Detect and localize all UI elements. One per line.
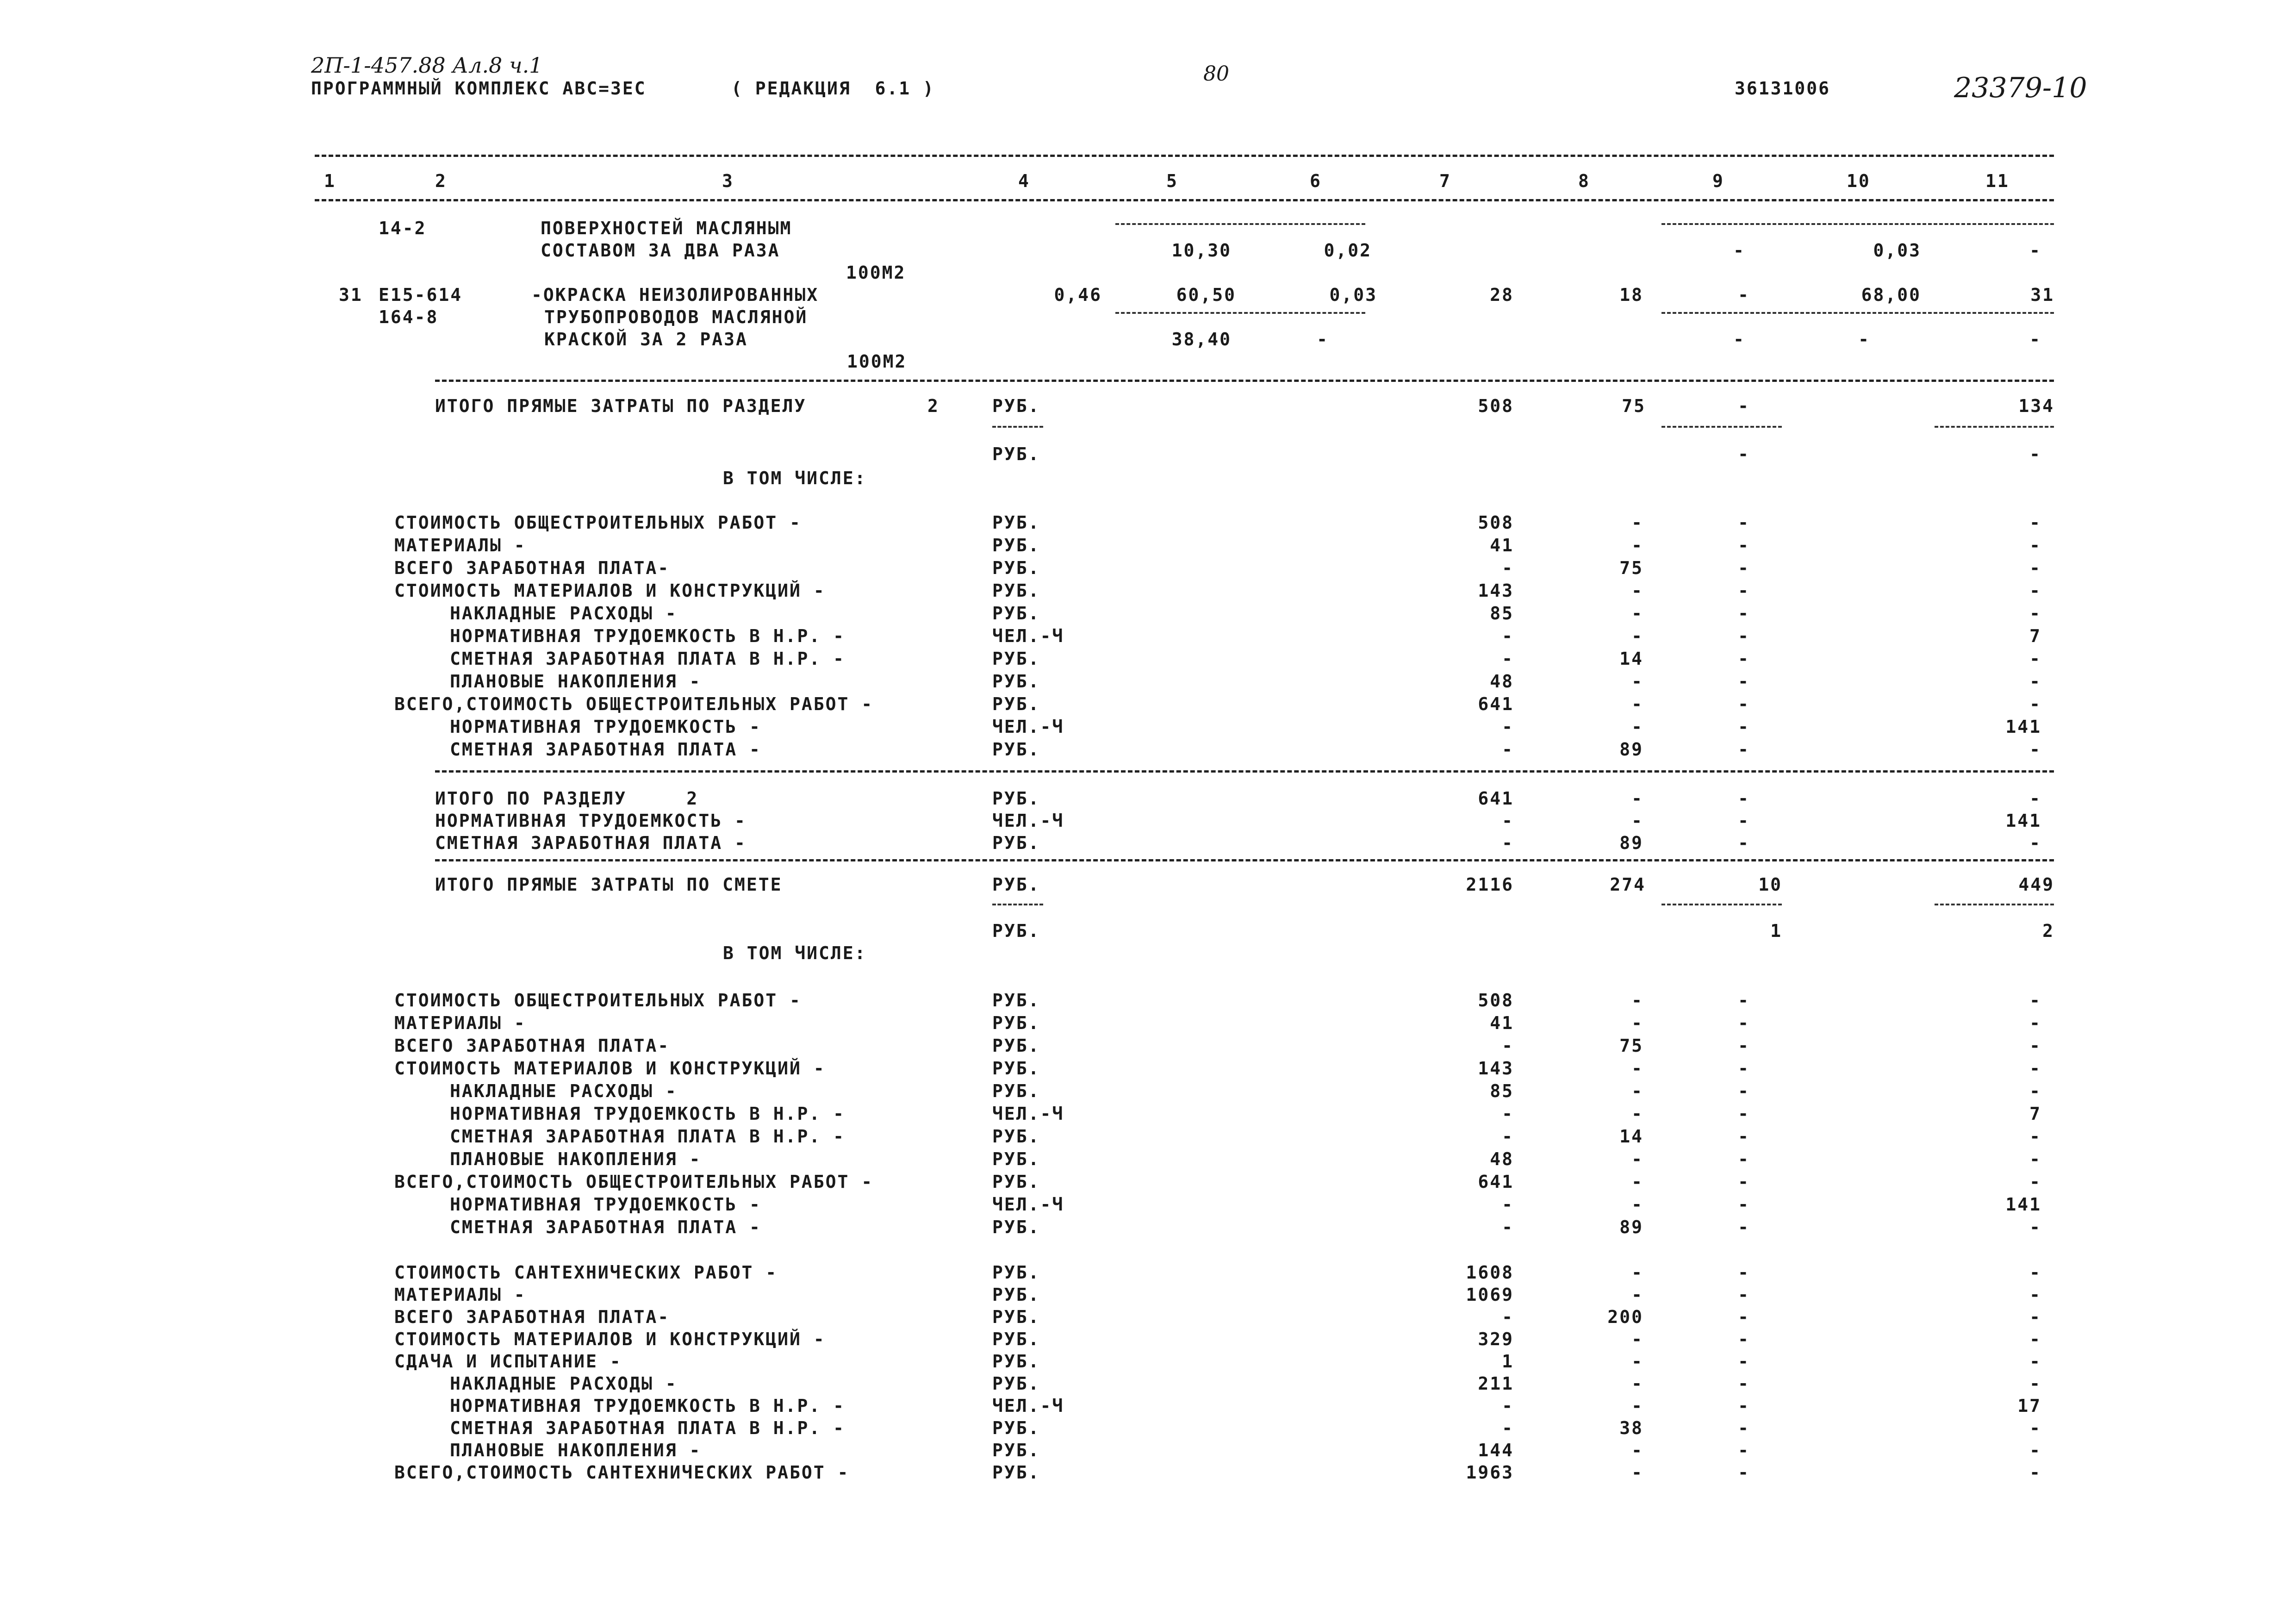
cell-c9: - (1738, 512, 1750, 533)
cell-c11: - (2029, 1329, 2041, 1349)
column-header-8: 8 (1578, 171, 1590, 191)
column-header-9: 9 (1712, 171, 1724, 191)
unit-cell: ЧЕЛ.-Ч (992, 1194, 1064, 1215)
cell-c7: - (1502, 833, 1514, 853)
cell-c8: - (1631, 535, 1643, 555)
cell-c11: - (2029, 329, 2041, 349)
cell-c7: 641 (1478, 788, 1514, 809)
subrule (1935, 426, 2054, 428)
row-label: ВСЕГО,СТОИМОСТЬ ОБЩЕСТРОИТЕЛЬНЫХ РАБОТ - (394, 1172, 874, 1192)
row-label: ВСЕГО,СТОИМОСТЬ САНТЕХНИЧЕСКИХ РАБОТ - (394, 1462, 850, 1483)
cell-c11: 17 (2017, 1396, 2041, 1416)
row-label: НОРМАТИВНАЯ ТРУДОЕМКОСТЬ - (450, 717, 761, 737)
column-header-2: 2 (435, 171, 447, 191)
cell-c11: 7 (2029, 1104, 2041, 1124)
unit-cell: РУБ. (992, 1418, 1040, 1438)
cell-c5: 10,30 (1171, 240, 1232, 261)
item-name-line: -ОКРАСКА НЕИЗОЛИРОВАННЫХ (531, 285, 819, 305)
cell-c9: - (1738, 1058, 1750, 1079)
cell-c7: - (1502, 1194, 1514, 1215)
subrule (992, 426, 1043, 428)
cell-c8: 75 (1619, 1036, 1643, 1056)
item-name-line: ПОВЕРХНОСТЕЙ МАСЛЯНЫМ (541, 218, 792, 238)
page-number: 80 (1203, 62, 1229, 86)
cell-c8: - (1631, 1462, 1643, 1483)
row-label: СТОИМОСТЬ ОБЩЕСТРОИТЕЛЬНЫХ РАБОТ - (394, 990, 802, 1011)
row-label: ВСЕГО ЗАРАБОТНАЯ ПЛАТА- (394, 1036, 670, 1056)
cell-c9: - (1738, 1194, 1750, 1215)
cell-c8: 89 (1619, 739, 1643, 760)
cell-c11: - (2029, 1126, 2041, 1147)
unit-cell: РУБ. (992, 874, 1040, 895)
row-label: СТОИМОСТЬ САНТЕХНИЧЕСКИХ РАБОТ - (394, 1262, 778, 1283)
cell-c9: - (1738, 649, 1750, 669)
unit-cell: РУБ. (992, 580, 1040, 601)
subrule (1115, 312, 1365, 314)
subrule (1935, 904, 2054, 905)
cell-c11: - (2029, 671, 2041, 692)
cell-c11: - (2029, 1262, 2041, 1283)
unit-cell: РУБ. (992, 1307, 1040, 1327)
row-label: СТОИМОСТЬ ОБЩЕСТРОИТЕЛЬНЫХ РАБОТ - (394, 512, 802, 533)
cell-c11: - (2029, 1058, 2041, 1079)
unit-cell: РУБ. (992, 535, 1040, 555)
cell-c8: 38 (1619, 1418, 1643, 1438)
cell-c9: - (1738, 1126, 1750, 1147)
row-label: ПЛАНОВЫЕ НАКОПЛЕНИЯ - (450, 1440, 702, 1460)
cell-c7: - (1502, 1217, 1514, 1237)
cell-c7: 143 (1478, 580, 1514, 601)
cell-c7: 85 (1490, 1081, 1514, 1101)
cell-c8: 89 (1619, 1217, 1643, 1237)
row-label: НАКЛАДНЫЕ РАСХОДЫ - (450, 603, 678, 624)
cell-c11: - (2029, 1462, 2041, 1483)
cell-c11: - (2029, 649, 2041, 669)
cell-c8: - (1631, 1329, 1643, 1349)
cell-c9: - (1738, 1104, 1750, 1124)
cell-c9: - (1738, 671, 1750, 692)
row-label: НОРМАТИВНАЯ ТРУДОЕМКОСТЬ - (450, 1194, 761, 1215)
cell-c9: - (1738, 811, 1750, 831)
subrule (1661, 426, 1782, 428)
cell-c8: - (1631, 1396, 1643, 1416)
row-label: СТОИМОСТЬ МАТЕРИАЛОВ И КОНСТРУКЦИЙ - (394, 580, 826, 601)
cell-c11: - (2029, 603, 2041, 624)
cell-c7: - (1502, 739, 1514, 760)
section-rule (435, 859, 2054, 861)
cell-c8: 14 (1619, 1126, 1643, 1147)
cell-c7: - (1502, 649, 1514, 669)
unit-cell: ЧЕЛ.-Ч (992, 811, 1064, 831)
cell-c9: - (1738, 1462, 1750, 1483)
unit-cell: РУБ. (992, 1081, 1040, 1101)
unit-cell: РУБ. (992, 1262, 1040, 1283)
document-code: 36131006 (1735, 78, 1831, 99)
subrule (1661, 904, 1782, 905)
unit-cell: РУБ. (992, 1440, 1040, 1460)
item-name-line: СОСТАВОМ ЗА ДВА РАЗА (541, 240, 780, 261)
cell-c9: - (1738, 990, 1750, 1011)
document-stamp: 2П-1-457.88 Ал.8 ч.1 (311, 53, 543, 78)
cell-c9: - (1733, 240, 1745, 261)
cell-c9: 1 (1770, 921, 1782, 941)
row-label: СМЕТНАЯ ЗАРАБОТНАЯ ПЛАТА - (435, 833, 747, 853)
document-number: 23379-10 (1954, 72, 2087, 104)
row-label: МАТЕРИАЛЫ - (394, 1285, 526, 1305)
cell-c8: - (1631, 1262, 1643, 1283)
unit-cell: ЧЕЛ.-Ч (992, 1396, 1064, 1416)
cell-c9: - (1738, 788, 1750, 809)
row-label: СТОИМОСТЬ МАТЕРИАЛОВ И КОНСТРУКЦИЙ - (394, 1329, 826, 1349)
row-label: СДАЧА И ИСПЫТАНИЕ - (394, 1351, 622, 1372)
subheading: В ТОМ ЧИСЛЕ: (723, 943, 867, 963)
cell-c11: 449 (2018, 874, 2054, 895)
cell-c9: - (1738, 285, 1750, 305)
cell-c8: 75 (1622, 396, 1646, 416)
program-edition: ( РЕДАКЦИЯ 6.1 ) (731, 78, 935, 99)
cell-c9: - (1738, 833, 1750, 853)
cell-c8: - (1631, 788, 1643, 809)
row-label: ВСЕГО ЗАРАБОТНАЯ ПЛАТА- (394, 1307, 670, 1327)
item-code: 164-8 (379, 307, 439, 327)
cell-c9: - (1738, 1081, 1750, 1101)
cell-c11: - (2029, 558, 2041, 578)
program-name: ПРОГРАММНЫЙ КОМПЛЕКС АВС=3ЕС (311, 78, 647, 99)
cell-c9: - (1738, 1396, 1750, 1416)
cell-c5: 60,50 (1176, 285, 1236, 305)
cell-c11: 7 (2029, 626, 2041, 646)
cell-c9: 10 (1758, 874, 1782, 895)
row-label: НОРМАТИВНАЯ ТРУДОЕМКОСТЬ В Н.Р. - (450, 626, 845, 646)
cell-c8: - (1631, 990, 1643, 1011)
cell-c7: - (1502, 811, 1514, 831)
cell-c11: - (2029, 444, 2041, 464)
cell-c8: 89 (1619, 833, 1643, 853)
cell-c11: - (2029, 512, 2041, 533)
cell-c11: - (2029, 1418, 2041, 1438)
cell-c5: 38,40 (1171, 329, 1232, 349)
row-label: ПЛАНОВЫЕ НАКОПЛЕНИЯ - (450, 671, 702, 692)
item-code: Е15-614 (379, 285, 463, 305)
cell-c8: 200 (1607, 1307, 1643, 1327)
cell-c9: - (1738, 444, 1750, 464)
cell-c9: - (1738, 1149, 1750, 1169)
cell-c8: - (1631, 1373, 1643, 1394)
unit-cell: РУБ. (992, 1217, 1040, 1237)
cell-c11: 141 (2005, 811, 2041, 831)
cell-c6: 0,03 (1329, 285, 1377, 305)
row-label: ИТОГО ПО РАЗДЕЛУ 2 (435, 788, 699, 809)
cell-c11: - (2029, 788, 2041, 809)
cell-c11: 141 (2005, 1194, 2041, 1215)
cell-c11: - (2029, 1307, 2041, 1327)
column-header-7: 7 (1439, 171, 1451, 191)
cell-c7: - (1502, 1036, 1514, 1056)
cell-c11: - (2029, 1351, 2041, 1372)
cell-c9: - (1738, 1217, 1750, 1237)
cell-c11: - (2029, 580, 2041, 601)
row-label: СМЕТНАЯ ЗАРАБОТНАЯ ПЛАТА В Н.Р. - (450, 1126, 845, 1147)
column-header-5: 5 (1166, 171, 1178, 191)
cell-c6: 0,02 (1324, 240, 1372, 261)
cell-c7: 41 (1490, 535, 1514, 555)
unit-cell: РУБ. (992, 990, 1040, 1011)
cell-c7: 508 (1478, 990, 1514, 1011)
cell-c11: - (2029, 1172, 2041, 1192)
cell-c7: 144 (1478, 1440, 1514, 1460)
cell-c9: - (1738, 626, 1750, 646)
cell-c9: - (1738, 603, 1750, 624)
subrule (1661, 223, 2054, 225)
cell-c7: - (1502, 626, 1514, 646)
cell-c11: - (2029, 240, 2041, 261)
unit-cell: ЧЕЛ.-Ч (992, 1104, 1064, 1124)
row-label: СМЕТНАЯ ЗАРАБОТНАЯ ПЛАТА - (450, 739, 761, 760)
cell-c9: - (1738, 535, 1750, 555)
cell-c7: 641 (1478, 1172, 1514, 1192)
cell-c7: - (1502, 1126, 1514, 1147)
header-bottom-rule (315, 199, 2054, 201)
cell-c8: - (1631, 694, 1643, 714)
unit-cell: РУБ. (992, 694, 1040, 714)
cell-c11: - (2029, 1217, 2041, 1237)
section-rule (435, 380, 2054, 382)
unit-cell: РУБ. (992, 671, 1040, 692)
cell-c8: - (1631, 1149, 1643, 1169)
cell-c11: - (2029, 535, 2041, 555)
section-total-label: ИТОГО ПРЯМЫЕ ЗАТРАТЫ ПО РАЗДЕЛУ (435, 396, 807, 416)
unit-cell: РУБ. (992, 1149, 1040, 1169)
cell-c7: 508 (1478, 396, 1514, 416)
cell-c8: - (1631, 1058, 1643, 1079)
cell-c9: - (1738, 1440, 1750, 1460)
row-label: ВСЕГО ЗАРАБОТНАЯ ПЛАТА- (394, 558, 670, 578)
cell-c7: 1 (1502, 1351, 1514, 1372)
cell-c8: - (1631, 717, 1643, 737)
cell-c8: - (1631, 1081, 1643, 1101)
subrule (992, 904, 1043, 905)
cell-c11: - (2029, 833, 2041, 853)
cell-c7: - (1502, 1418, 1514, 1438)
cell-c7: 48 (1490, 671, 1514, 692)
cell-c8: 18 (1619, 285, 1643, 305)
column-header-6: 6 (1310, 171, 1322, 191)
cell-c7: 641 (1478, 694, 1514, 714)
cell-c9: - (1738, 694, 1750, 714)
cell-c9: - (1738, 717, 1750, 737)
unit-cell: РУБ. (992, 512, 1040, 533)
cell-c9: - (1738, 739, 1750, 760)
cell-c8: 75 (1619, 558, 1643, 578)
item-position: 31 (339, 285, 363, 305)
cell-c9: - (1738, 1329, 1750, 1349)
cell-c8: - (1631, 811, 1643, 831)
subheading: В ТОМ ЧИСЛЕ: (723, 468, 867, 488)
cell-c11: - (2029, 1081, 2041, 1101)
cell-c7: 28 (1490, 285, 1514, 305)
cell-c11: - (2029, 1036, 2041, 1056)
column-header-4: 4 (1018, 171, 1030, 191)
cell-c8: 274 (1610, 874, 1646, 895)
cell-c8: - (1631, 1440, 1643, 1460)
cell-c9: - (1738, 1418, 1750, 1438)
cell-c11: - (2029, 1373, 2041, 1394)
cell-c9: - (1738, 396, 1750, 416)
cell-c8: 14 (1619, 649, 1643, 669)
row-label: НОРМАТИВНАЯ ТРУДОЕМКОСТЬ В Н.Р. - (450, 1396, 845, 1416)
cell-c8: - (1631, 1013, 1643, 1033)
cell-c4: 0,46 (1054, 285, 1102, 305)
cell-c11: 134 (2018, 396, 2054, 416)
item-code: 14-2 (379, 218, 427, 238)
cell-c7: - (1502, 717, 1514, 737)
cell-c9: - (1738, 1351, 1750, 1372)
unit-cell: РУБ. (992, 921, 1040, 941)
cell-c7: 1069 (1466, 1285, 1514, 1305)
subrule (1661, 312, 2054, 314)
item-name-line: ТРУБОПРОВОДОВ МАСЛЯНОЙ (544, 307, 808, 327)
cell-c7: - (1502, 558, 1514, 578)
cell-c10: - (1858, 329, 1870, 349)
cell-c9: - (1738, 1285, 1750, 1305)
cell-c11: - (2029, 1149, 2041, 1169)
cell-c10: 0,03 (1873, 240, 1921, 261)
unit-cell: ЧЕЛ.-Ч (992, 626, 1064, 646)
cell-c11: - (2029, 1013, 2041, 1033)
unit-cell: РУБ. (992, 1462, 1040, 1483)
cell-c9: - (1738, 1013, 1750, 1033)
column-header-3: 3 (722, 171, 734, 191)
item-unit: 100М2 (847, 351, 907, 372)
cell-c9: - (1738, 558, 1750, 578)
cell-c11: - (2029, 739, 2041, 760)
row-label: МАТЕРИАЛЫ - (394, 1013, 526, 1033)
row-label: СТОИМОСТЬ МАТЕРИАЛОВ И КОНСТРУКЦИЙ - (394, 1058, 826, 1079)
cell-c6: - (1317, 329, 1329, 349)
column-header-1: 1 (324, 171, 336, 191)
unit-cell: РУБ. (992, 444, 1040, 464)
cell-c7: 41 (1490, 1013, 1514, 1033)
row-label: СМЕТНАЯ ЗАРАБОТНАЯ ПЛАТА В Н.Р. - (450, 1418, 845, 1438)
unit-cell: ЧЕЛ.-Ч (992, 717, 1064, 737)
cell-c8: - (1631, 1285, 1643, 1305)
cell-c7: - (1502, 1396, 1514, 1416)
row-label: НАКЛАДНЫЕ РАСХОДЫ - (450, 1373, 678, 1394)
unit-cell: РУБ. (992, 1351, 1040, 1372)
cell-c11: - (2029, 1440, 2041, 1460)
row-label: СМЕТНАЯ ЗАРАБОТНАЯ ПЛАТА - (450, 1217, 761, 1237)
cell-c7: 329 (1478, 1329, 1514, 1349)
cell-c8: - (1631, 626, 1643, 646)
cell-c7: 1963 (1466, 1462, 1514, 1483)
table-top-rule (315, 155, 2054, 157)
unit-cell: РУБ. (992, 649, 1040, 669)
unit-cell: РУБ. (992, 1172, 1040, 1192)
unit-cell: РУБ. (992, 833, 1040, 853)
unit-cell: РУБ. (992, 788, 1040, 809)
cell-c8: - (1631, 1351, 1643, 1372)
cell-c9: - (1733, 329, 1745, 349)
row-label: НОРМАТИВНАЯ ТРУДОЕМКОСТЬ - (435, 811, 747, 831)
cell-c9: - (1738, 1262, 1750, 1283)
unit-cell: РУБ. (992, 1126, 1040, 1147)
cell-c10: 68,00 (1861, 285, 1921, 305)
cell-c8: - (1631, 512, 1643, 533)
cell-c7: 2116 (1466, 874, 1514, 895)
unit-cell: РУБ. (992, 1036, 1040, 1056)
unit-cell: РУБ. (992, 1329, 1040, 1349)
cell-c11: - (2029, 1285, 2041, 1305)
item-name-line: КРАСКОЙ ЗА 2 РАЗА (544, 329, 748, 349)
cell-c7: 508 (1478, 512, 1514, 533)
cell-c11: 141 (2005, 717, 2041, 737)
column-header-10: 10 (1847, 171, 1871, 191)
unit-cell: РУБ. (992, 1013, 1040, 1033)
cell-c7: 1608 (1466, 1262, 1514, 1283)
cell-c8: - (1631, 1194, 1643, 1215)
cell-c8: - (1631, 671, 1643, 692)
section-number: 2 (927, 396, 940, 416)
row-label: ПЛАНОВЫЕ НАКОПЛЕНИЯ - (450, 1149, 702, 1169)
row-label: ВСЕГО,СТОИМОСТЬ ОБЩЕСТРОИТЕЛЬНЫХ РАБОТ - (394, 694, 874, 714)
cell-c8: - (1631, 603, 1643, 624)
row-label: НАКЛАДНЫЕ РАСХОДЫ - (450, 1081, 678, 1101)
cell-c11: 2 (2042, 921, 2054, 941)
unit-cell: РУБ. (992, 739, 1040, 760)
estimate-total-label: ИТОГО ПРЯМЫЕ ЗАТРАТЫ ПО СМЕТЕ (435, 874, 783, 895)
row-label: НОРМАТИВНАЯ ТРУДОЕМКОСТЬ В Н.Р. - (450, 1104, 845, 1124)
unit-cell: РУБ. (992, 603, 1040, 624)
cell-c9: - (1738, 1172, 1750, 1192)
row-label: МАТЕРИАЛЫ - (394, 535, 526, 555)
subrule (1115, 223, 1365, 225)
cell-c9: - (1738, 1036, 1750, 1056)
cell-c7: 143 (1478, 1058, 1514, 1079)
cell-c11: - (2029, 694, 2041, 714)
cell-c8: - (1631, 1104, 1643, 1124)
cell-c11: - (2029, 990, 2041, 1011)
cell-c8: - (1631, 1172, 1643, 1192)
unit-cell: РУБ. (992, 1373, 1040, 1394)
column-header-11: 11 (1985, 171, 2010, 191)
unit-cell: РУБ. (992, 1058, 1040, 1079)
row-label: СМЕТНАЯ ЗАРАБОТНАЯ ПЛАТА В Н.Р. - (450, 649, 845, 669)
cell-c9: - (1738, 1373, 1750, 1394)
item-unit: 100М2 (846, 262, 906, 283)
cell-c7: 85 (1490, 603, 1514, 624)
cell-c8: - (1631, 580, 1643, 601)
cell-c9: - (1738, 580, 1750, 601)
cell-c7: 211 (1478, 1373, 1514, 1394)
cell-c7: - (1502, 1104, 1514, 1124)
unit-cell: РУБ. (992, 396, 1040, 416)
cell-c11: 31 (2030, 285, 2054, 305)
cell-c7: - (1502, 1307, 1514, 1327)
unit-cell: РУБ. (992, 558, 1040, 578)
cell-c9: - (1738, 1307, 1750, 1327)
section-rule (435, 770, 2054, 773)
cell-c7: 48 (1490, 1149, 1514, 1169)
unit-cell: РУБ. (992, 1285, 1040, 1305)
